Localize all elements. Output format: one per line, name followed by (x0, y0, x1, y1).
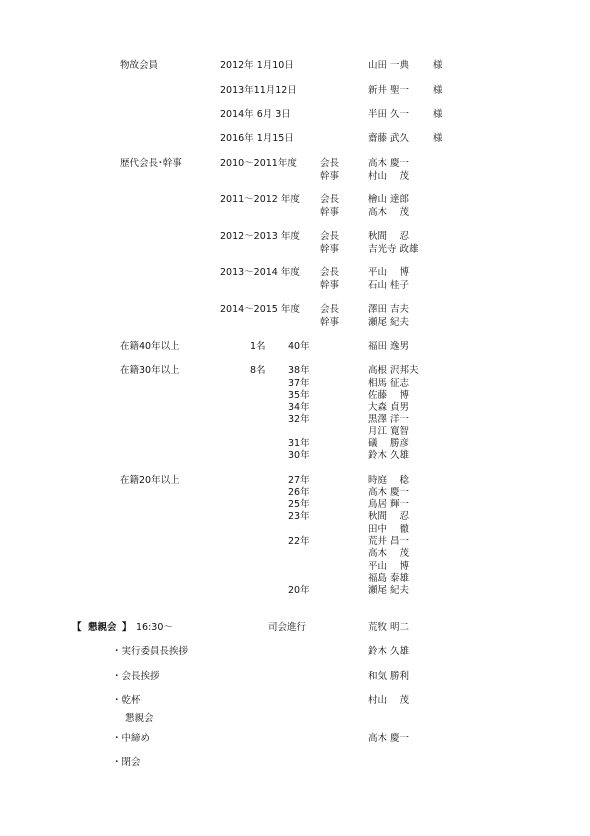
officer-name: 高木 慶一 (368, 158, 410, 169)
member-name: 福島 泰雄 (368, 573, 410, 584)
tenure-years: 27年 (288, 475, 310, 486)
tenure-years: 25年 (288, 499, 310, 510)
program-item: 懇親会 (125, 713, 154, 724)
officer-role: 会長 (320, 267, 340, 278)
program-item: ・乾杯 (112, 695, 141, 706)
officer-name: 澤田 吉夫 (368, 304, 410, 315)
officer-term: 2011～2012 年度 (220, 194, 300, 205)
program-item: ・閉会 (112, 757, 141, 768)
tenure-years: 26年 (288, 487, 310, 498)
officer-term: 2010～2011年度 (220, 158, 297, 169)
member-name: 時庭 稔 (368, 475, 410, 486)
program-item: ・実行委員長挨拶 (112, 646, 189, 657)
section-label-tenure20: 在籍20年以上 (120, 475, 180, 486)
member-name: 高木 慶一 (368, 487, 410, 498)
member-name: 田中 徹 (368, 524, 410, 535)
member-name: 鳥居 輝一 (368, 499, 410, 510)
member-name: 高木 茂 (368, 548, 410, 559)
officer-term: 2014～2015 年度 (220, 304, 300, 315)
officer-name: 平山 博 (368, 267, 410, 278)
officer-role: 幹事 (320, 207, 340, 218)
officer-name: 村山 茂 (368, 171, 410, 182)
program-item: ・中締め (112, 733, 151, 744)
deceased-date: 2016年 1月15日 (220, 133, 294, 144)
mc-label: 司会進行 (268, 622, 307, 633)
program-item: ・会長挨拶 (112, 671, 160, 682)
officer-name: 秋間 忍 (368, 231, 410, 242)
deceased-honorific: 様 (433, 109, 443, 120)
member-name: 瀬尾 紀夫 (368, 585, 410, 596)
member-name: 高根 沢邦夫 (368, 365, 419, 376)
member-name: 荒井 昌一 (368, 536, 410, 547)
section-label-tenure40: 在籍40年以上 (120, 341, 180, 352)
reception-time: 16:30～ (136, 622, 173, 633)
deceased-date: 2014年 6月 3日 (220, 109, 291, 120)
tenure-years: 35年 (288, 390, 310, 401)
program-person: 鈴木 久雄 (368, 646, 410, 657)
officer-role: 幹事 (320, 244, 340, 255)
section-label-tenure30: 在籍30年以上 (120, 365, 180, 376)
deceased-name: 半田 久一 (368, 109, 410, 120)
officer-role: 会長 (320, 304, 340, 315)
officer-name: 吉光寺 政雄 (368, 244, 419, 255)
program-person: 高木 慶一 (368, 733, 410, 744)
program-person: 和気 勝利 (368, 671, 410, 682)
tenure-years: 22年 (288, 536, 310, 547)
officer-term: 2013～2014 年度 (220, 267, 300, 278)
member-name: 秋間 忍 (368, 511, 410, 522)
officer-term: 2012～2013 年度 (220, 231, 300, 242)
officer-role: 幹事 (320, 171, 340, 182)
officer-name: 石山 桂子 (368, 280, 410, 291)
officer-role: 会長 (320, 158, 340, 169)
member-name: 大森 貞男 (368, 402, 410, 413)
officer-name: 檜山 達郎 (368, 194, 410, 205)
tenure-years: 23年 (288, 511, 310, 522)
tenure-years: 31年 (288, 438, 310, 449)
tenure-count: 1名 (250, 341, 266, 352)
officer-role: 会長 (320, 194, 340, 205)
officer-role: 幹事 (320, 280, 340, 291)
tenure-years: 40年 (288, 341, 310, 352)
member-name: 佐藤 博 (368, 390, 410, 401)
deceased-date: 2012年 1月10日 (220, 60, 294, 71)
tenure-years: 34年 (288, 402, 310, 413)
member-name: 福田 逸男 (368, 341, 410, 352)
section-label-deceased: 物故会員 (120, 60, 159, 71)
member-name: 黒澤 洋一 (368, 414, 410, 425)
deceased-honorific: 様 (433, 85, 443, 96)
officer-role: 会長 (320, 231, 340, 242)
member-name: 相馬 征志 (368, 378, 410, 389)
officer-role: 幹事 (320, 317, 340, 328)
reception-title: 懇親会 (88, 622, 117, 633)
member-name: 平山 博 (368, 561, 410, 572)
member-name: 礒 勝彦 (368, 438, 410, 449)
tenure-years: 38年 (288, 365, 310, 376)
officer-name: 高木 茂 (368, 207, 410, 218)
deceased-name: 山田 一典 (368, 60, 410, 71)
tenure-years: 32年 (288, 414, 310, 425)
program-person: 村山 茂 (368, 695, 410, 706)
deceased-name: 齋藤 武久 (368, 133, 410, 144)
bracket-open: 【 (72, 622, 82, 633)
tenure-count: 8名 (250, 365, 266, 376)
deceased-honorific: 様 (433, 60, 443, 71)
member-name: 月江 寛智 (368, 426, 410, 437)
member-name: 鈴木 久雄 (368, 450, 410, 461)
mc-name: 荒牧 明二 (368, 622, 410, 633)
deceased-date: 2013年11月12日 (220, 85, 297, 96)
tenure-years: 37年 (288, 378, 310, 389)
deceased-name: 新井 聖一 (368, 85, 410, 96)
deceased-honorific: 様 (433, 133, 443, 144)
officer-name: 瀬尾 紀夫 (368, 317, 410, 328)
bracket-close: 】 (122, 622, 132, 633)
tenure-years: 30年 (288, 450, 310, 461)
section-label-officers: 歴代会長･幹事 (120, 158, 182, 169)
tenure-years: 20年 (288, 585, 310, 596)
